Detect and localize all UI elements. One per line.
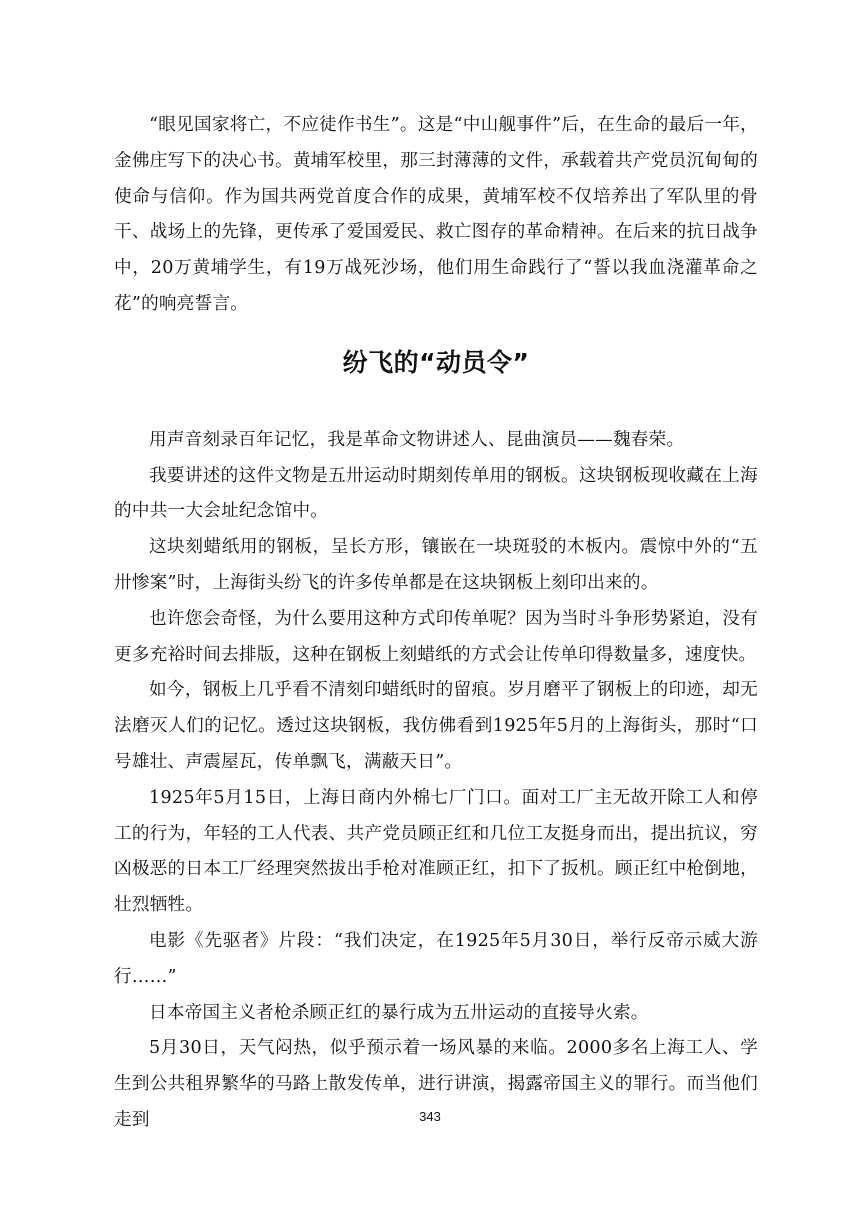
section-title: 纷飞的“动员令” (342, 347, 530, 377)
page-content (114, 108, 758, 1139)
section-body (114, 423, 758, 1139)
body-paragraph: 也许您会奇怪，为什么要用这种方式印传单呢？因为当时斗争形势紧迫，没有更多充裕时间去排版，这种在钢板上刻蜡纸的方式会让传单印得数量多，速度快。 (114, 608, 758, 665)
intro-paragraph: “眼见国家将亡，不应徒作书生”。这是“中山舰事件”后，在生命的最后一年，金佛庄写下的决心书。黄埔军校里，那三封薄薄的文件，承载着共产党员沉甸甸的使命与信仰。作为国共两党首度合作的成果，黄埔军校不仅培养出了军队里的骨干、战场上的先锋，更传承了爱国爱民、救亡图存的革命精神。在后来的抗日战争中，20万黄埔学生，有19万战死沙场，他们用生命践行了“誓以我血浇灌革命之花”的响亮誓言。 (114, 115, 758, 314)
body-paragraph: 如今，钢板上几乎看不清刻印蜡纸时的留痕。岁月磨平了钢板上的印迹，却无法磨灭人们的记忆。透过这块钢板，我仿佛看到1925年5月的上海街头，那时“口号雄壮、声震屋瓦，传单飘飞，满蔽天日”。 (114, 680, 758, 772)
body-paragraph: 日本帝国主义者枪杀顾正红的暴行成为五卅运动的直接导火索。 (149, 1002, 649, 1023)
body-paragraph: 5月30日，天气闷热，似乎预示着一场风暴的来临。2000多名上海工人、学生到公共租界繁华的马路上散发传单，进行讲演，揭露帝国主义的罪行。而当他们走到 (114, 1038, 758, 1130)
body-paragraph: 这块刻蜡纸用的钢板，呈长方形，镶嵌在一块斑驳的木板内。震惊中外的“五卅惨案”时，上海街头纷飞的许多传单都是在这块钢板上刻印出来的。 (114, 537, 758, 593)
body-paragraph: 我要讲述的这件文物是五卅运动时期刻传单用的钢板。这块钢板现收藏在上海的中共一大会址纪念馆中。 (114, 465, 758, 522)
page-number: 343 (419, 1109, 441, 1124)
body-paragraph: 1925年5月15日，上海日商内外棉七厂门口。面对工厂主无故开除工人和停工的行为，年轻的工人代表、共产党员顾正红和几位工友挺身而出，提出抗议，穷凶极恶的日本工厂经理突然拔出手枪对准顾正红，扣下了扳机。顾正红中枪倒地，壮烈牺牲。 (114, 787, 758, 916)
body-paragraph: 用声音刻录百年记忆，我是革命文物讲述人、昆曲演员——魏春荣。 (149, 429, 685, 450)
body-paragraph: 电影《先驱者》片段：“我们决定，在1925年5月30日，举行反帝示威大游行……” (114, 930, 758, 987)
